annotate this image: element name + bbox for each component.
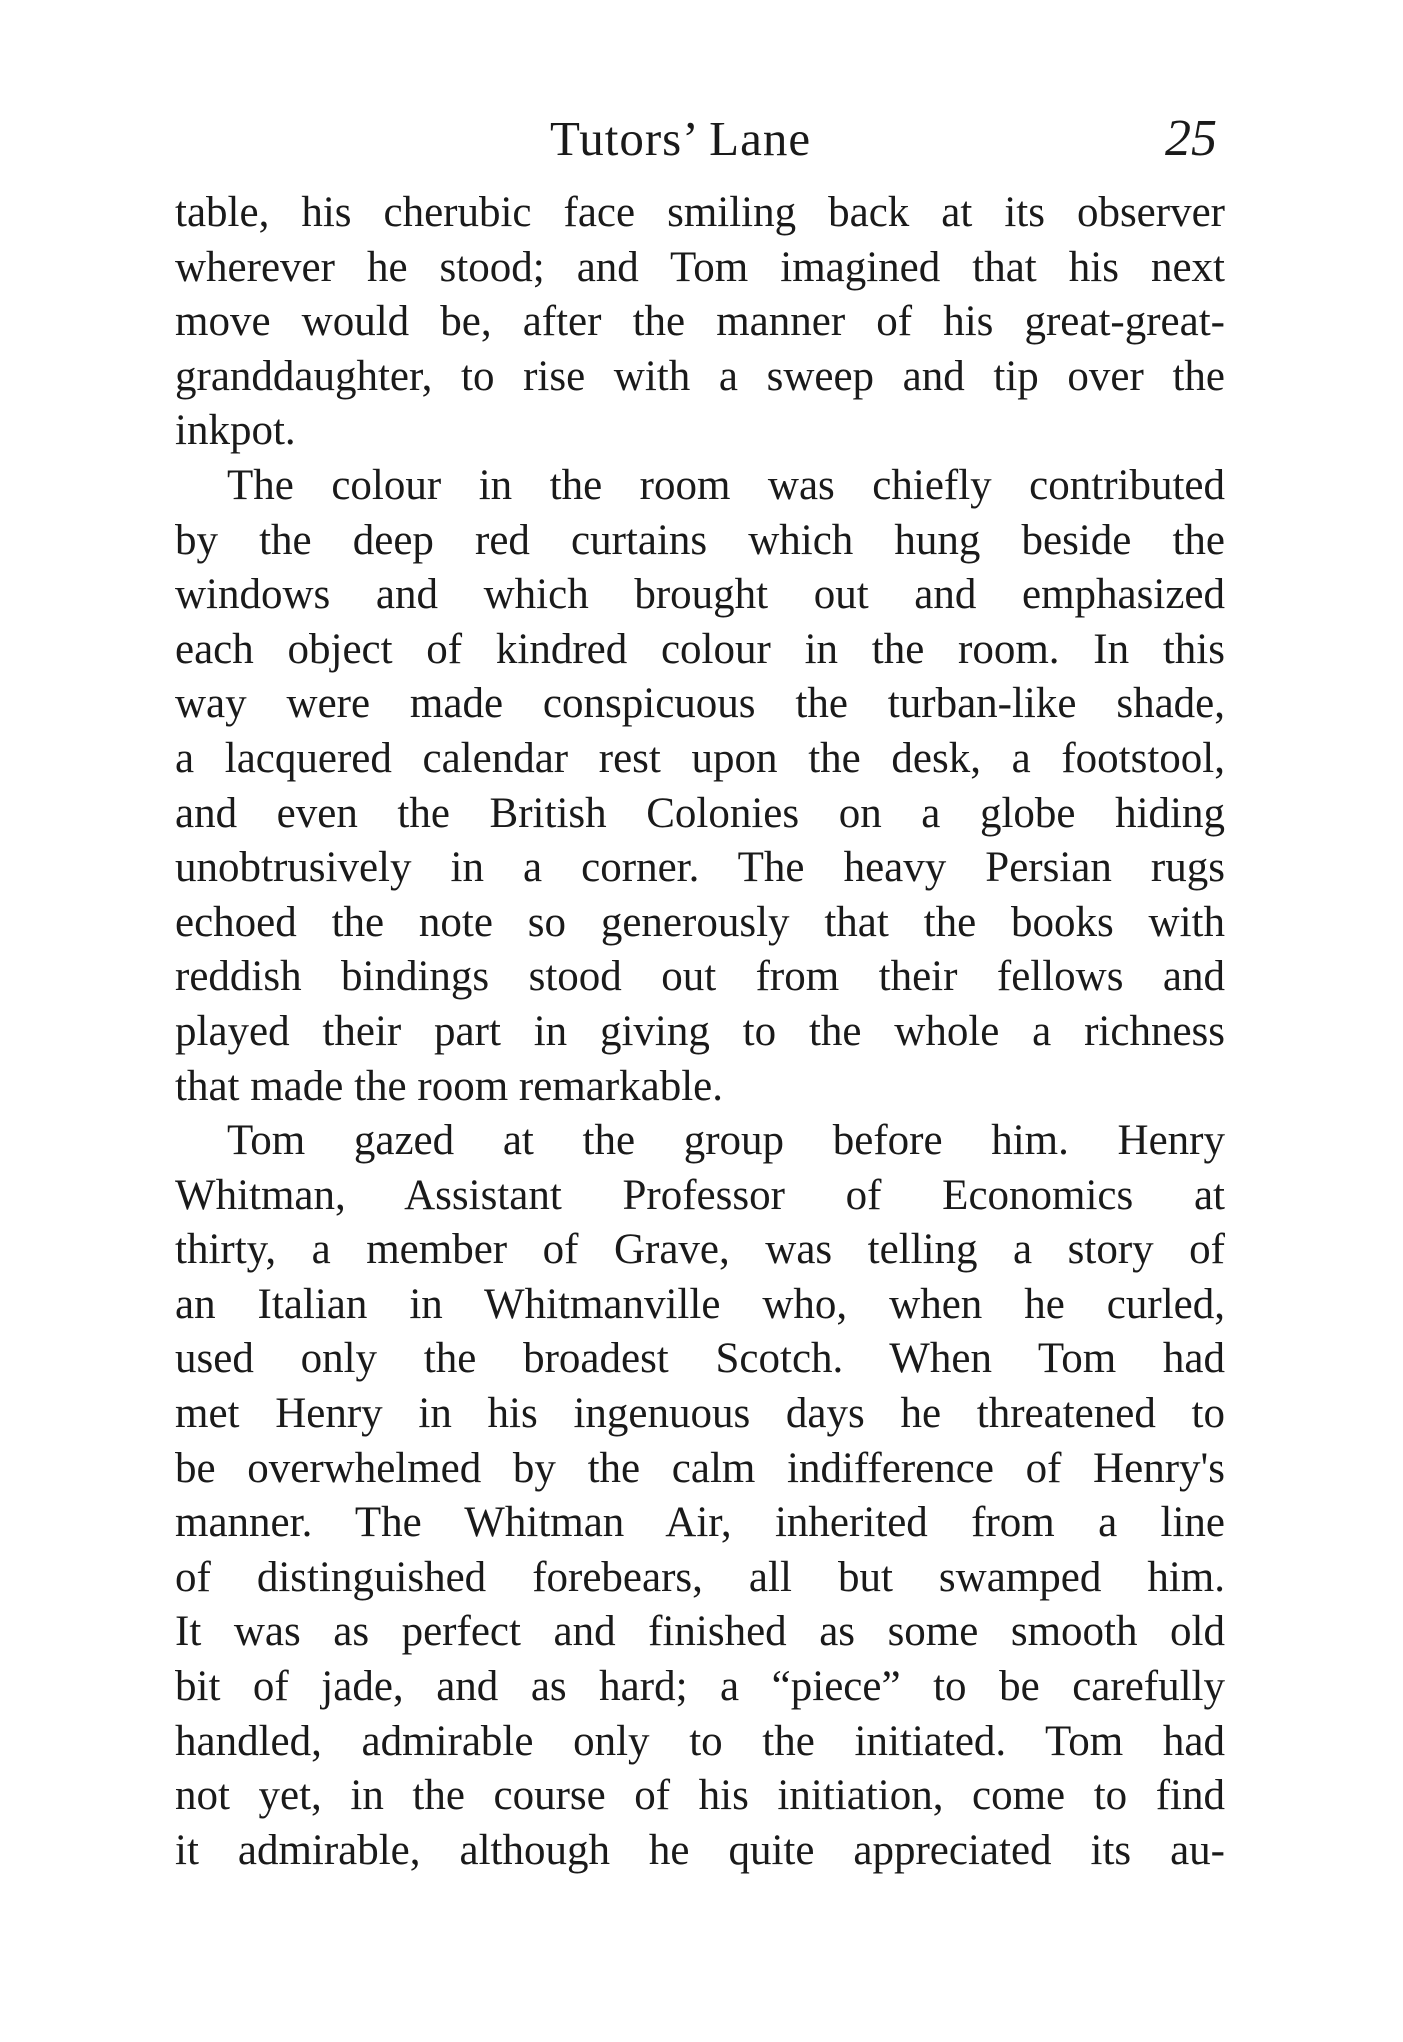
text-line: granddaughter, to rise with a sweep and tip over the: [175, 352, 1225, 400]
text-line: bit of jade, and as hard; a “piece” to be carefully: [175, 1663, 1225, 1711]
text-line: it admirable, although he quite appreciated its au-: [175, 1826, 1225, 1874]
text-line: thirty, a member of Grave, was telling a story of: [175, 1226, 1225, 1274]
text-line: a lacquered calendar rest upon the desk, a footstool,: [175, 734, 1225, 782]
text-line: echoed the note so generously that the books with: [175, 898, 1225, 946]
text-line: that made the room remarkable.: [175, 1062, 724, 1110]
text-line: played their part in giving to the whole a richness: [175, 1007, 1225, 1055]
text-line: Whitman, Assistant Professor of Economics at: [175, 1171, 1225, 1219]
text-line: be overwhelmed by the calm indifference of Henry's: [175, 1444, 1225, 1492]
text-line: handled, admirable only to the initiated. Tom had: [175, 1717, 1225, 1765]
text-line: manner. The Whitman Air, inherited from a line: [175, 1499, 1225, 1547]
running-title: Tutors’ Lane: [550, 111, 812, 166]
running-head: [175, 104, 1225, 174]
text-line: way were made conspicuous the turban-like shade,: [175, 680, 1225, 728]
text-line: unobtrusively in a corner. The heavy Persian rugs: [175, 844, 1225, 892]
text-line: not yet, in the course of his initiation, come to find: [175, 1772, 1225, 1820]
text-line: move would be, after the manner of his great-great-: [175, 298, 1225, 346]
text-line: The colour in the room was chiefly contributed: [227, 461, 1225, 509]
text-line: met Henry in his ingenuous days he threatened to: [175, 1390, 1225, 1438]
text-line: wherever he stood; and Tom imagined that his next: [175, 243, 1225, 291]
text-line: and even the British Colonies on a globe hiding: [175, 789, 1225, 837]
text-line: an Italian in Whitmanville who, when he curled,: [175, 1280, 1225, 1328]
text-line: each object of kindred colour in the room. In this: [175, 625, 1225, 673]
text-line: table, his cherubic face smiling back at its observer: [175, 189, 1225, 236]
text-line: inkpot.: [175, 407, 296, 455]
page-number: 25: [1165, 110, 1217, 167]
body-text: [175, 186, 1225, 1878]
text-line: Tom gazed at the group before him. Henry: [227, 1117, 1225, 1165]
text-line: of distinguished forebears, all but swamped him.: [175, 1553, 1225, 1601]
text-line: by the deep red curtains which hung beside the: [175, 516, 1225, 564]
text-line: It was as perfect and finished as some smooth old: [175, 1608, 1225, 1656]
text-line: windows and which brought out and emphasized: [175, 571, 1225, 619]
text-line: reddish bindings stood out from their fellows and: [175, 953, 1225, 1001]
text-line: used only the broadest Scotch. When Tom had: [175, 1335, 1225, 1383]
